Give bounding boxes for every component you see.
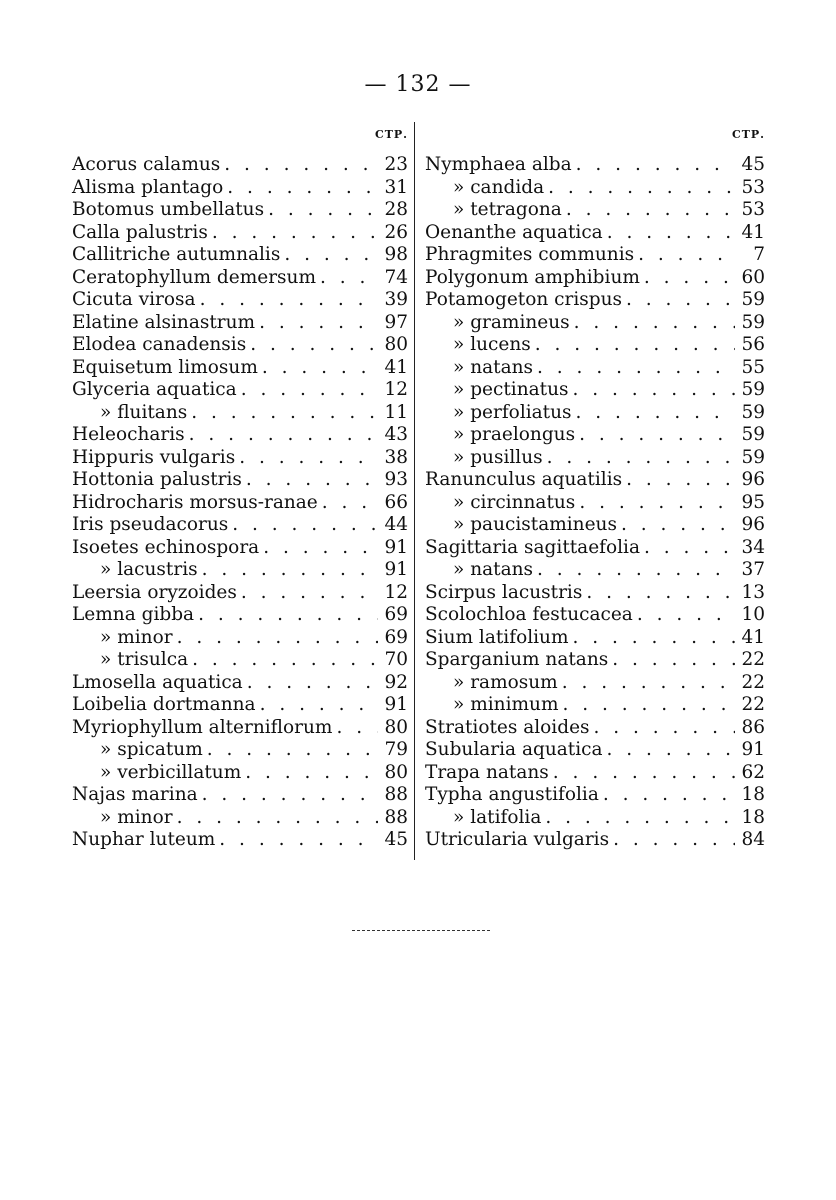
entry-page: 18 (741, 784, 765, 805)
entry-page: 38 (384, 446, 408, 468)
dot-leader (246, 469, 378, 492)
index-entry (425, 672, 765, 695)
entry-page: 56 (741, 334, 765, 355)
entry-name: Equisetum limosum (72, 356, 258, 378)
entry-name: Phragmites communis (425, 244, 635, 265)
entry-name: » verbicillatum (100, 761, 242, 783)
entry-name: » gramineus (453, 311, 570, 333)
entry-page: 59 (741, 311, 765, 333)
dot-leader (232, 514, 378, 537)
entry-name: Sagittaria sagittaefolia (425, 536, 641, 558)
index-entry (72, 402, 408, 425)
entry-page: 23 (384, 154, 408, 175)
dot-leader (259, 312, 378, 335)
entry-name: Leersia oryzoides (72, 581, 237, 603)
entry-name: » natans (453, 356, 534, 378)
dot-leader (607, 222, 735, 245)
entry-page: 44 (384, 514, 408, 535)
entry-page: 37 (741, 559, 765, 580)
column-header-left: СТР. (374, 128, 408, 141)
dot-leader (613, 829, 735, 852)
entry-name: Oenanthe aquatica (425, 221, 603, 243)
index-entry (72, 154, 408, 177)
dot-leader (224, 154, 378, 177)
entry-name: » praelongus (453, 424, 576, 445)
dot-leader (202, 559, 378, 582)
entry-page: 80 (384, 761, 408, 783)
entry-page: 70 (384, 649, 408, 670)
entry-page: 59 (741, 424, 765, 445)
entry-name: Sium latifolium (425, 626, 569, 648)
index-entry (425, 222, 765, 245)
entry-page: 88 (384, 806, 408, 828)
dot-leader (537, 559, 735, 582)
entry-name: » ramosum (453, 671, 558, 693)
entry-list-right (425, 154, 765, 852)
dot-leader (250, 334, 378, 357)
entry-name: Isoetes echinospora (72, 536, 260, 558)
entry-name: » latifolia (453, 806, 542, 828)
index-entry (72, 469, 408, 492)
index-entry (425, 492, 765, 515)
entry-page: 80 (384, 716, 408, 738)
index-entry (72, 222, 408, 245)
index-entry (425, 717, 765, 740)
dot-leader (247, 672, 378, 695)
index-entry (72, 784, 408, 807)
entry-page: 12 (384, 581, 408, 603)
entry-page: 41 (384, 356, 408, 378)
entry-page: 91 (384, 559, 408, 580)
entry-page: 28 (384, 199, 408, 220)
dot-leader (579, 424, 735, 447)
entry-name: » paucistamineus (453, 514, 617, 535)
index-entry (72, 177, 408, 200)
entry-page: 96 (741, 469, 765, 490)
index-entry (425, 177, 765, 200)
entry-name: Loibelia dortmanna (72, 694, 256, 715)
entry-page: 59 (741, 379, 765, 400)
index-entry (72, 627, 408, 650)
page-number: — 132 — (364, 72, 472, 97)
entry-name: » minor (100, 626, 173, 648)
dot-leader (574, 312, 735, 335)
index-entry (72, 537, 408, 560)
dot-leader (284, 244, 378, 267)
index-entry (425, 334, 765, 357)
dot-leader (644, 537, 735, 560)
entry-page: 91 (384, 694, 408, 715)
entry-name: Glyceria aquatica (72, 379, 237, 400)
dot-leader (241, 582, 378, 605)
index-entry (425, 829, 765, 852)
index-entry (72, 739, 408, 762)
entry-name: Myriophyllum alterniflorum (72, 716, 333, 738)
entry-list-left (72, 154, 408, 852)
entry-page: 69 (384, 626, 408, 648)
entry-name: » perfoliatus (453, 401, 572, 423)
index-entry (425, 244, 765, 267)
dot-leader (268, 199, 378, 222)
dot-leader (322, 492, 378, 515)
dot-leader (594, 717, 735, 740)
column-header-right: СТР. (731, 128, 765, 141)
index-entry (72, 357, 408, 380)
entry-name: » trisulca (100, 649, 189, 670)
index-entry (425, 267, 765, 290)
index-entry (425, 762, 765, 785)
entry-page: 91 (741, 739, 765, 760)
index-entry (425, 649, 765, 672)
index-entry (425, 199, 765, 222)
entry-name: » circinnatus (453, 491, 576, 513)
entry-name: » minimum (453, 694, 559, 715)
entry-name: Acorus calamus (72, 154, 221, 175)
entry-name: Hottonia palustris (72, 469, 242, 490)
dot-leader (219, 829, 378, 852)
entry-page: 41 (741, 626, 765, 648)
bottom-rule (352, 930, 490, 931)
entry-page: 91 (384, 536, 408, 558)
entry-name: Subularia aquatica (425, 739, 603, 760)
dot-leader (239, 447, 378, 470)
dot-leader (177, 807, 378, 830)
dot-leader (241, 379, 378, 402)
entry-page: 13 (741, 581, 765, 603)
entry-name: Callitriche autumnalis (72, 244, 281, 265)
entry-name: Lmosella aquatica (72, 671, 243, 693)
index-entry (72, 289, 408, 312)
index-entry (425, 424, 765, 447)
dot-leader (227, 177, 378, 200)
entry-page: 59 (741, 289, 765, 310)
dot-leader (191, 402, 378, 425)
entry-name: Utricularia vulgaris (425, 829, 610, 850)
entry-name: » lacustris (100, 559, 198, 580)
dot-leader (189, 424, 378, 447)
index-entry (72, 672, 408, 695)
index-entry (425, 807, 765, 830)
index-entry (72, 649, 408, 672)
dot-leader (547, 447, 735, 470)
entry-page: 41 (741, 221, 765, 243)
entry-page: 22 (741, 649, 765, 670)
entry-name: Heleocharis (72, 424, 185, 445)
entry-name: Cicuta virosa (72, 289, 196, 310)
entry-name: Lemna gibba (72, 604, 195, 625)
entry-page: 10 (741, 604, 765, 625)
entry-page: 53 (741, 176, 765, 198)
entry-name: Scirpus lacustris (425, 581, 583, 603)
entry-name: Polygonum amphibium (425, 266, 640, 288)
entry-page: 11 (384, 401, 408, 423)
entry-name: Alisma plantago (72, 176, 224, 198)
index-entry (72, 379, 408, 402)
dot-leader (576, 154, 735, 177)
entry-name: » pusillus (453, 446, 543, 468)
entry-name: » pectinatus (453, 379, 569, 400)
dot-leader (607, 739, 735, 762)
entry-name: Botomus umbellatus (72, 199, 265, 220)
index-entry (425, 559, 765, 582)
entry-page: 55 (741, 356, 765, 378)
dot-leader (621, 514, 735, 537)
index-entry (72, 604, 408, 627)
entry-name: Scolochloa festucacea (425, 604, 633, 625)
dot-leader (192, 649, 378, 672)
entry-name: » spicatum (100, 739, 203, 760)
dot-leader (263, 537, 378, 560)
dot-leader (262, 357, 378, 380)
entry-page: 31 (384, 176, 408, 198)
entry-name: » tetragona (453, 199, 562, 220)
index-entry (72, 244, 408, 267)
index-entry (72, 447, 408, 470)
entry-page: 96 (741, 514, 765, 535)
entry-name: » minor (100, 806, 173, 828)
dot-leader (200, 289, 378, 312)
dot-leader (336, 717, 378, 740)
entry-page: 12 (384, 379, 408, 400)
index-entry (425, 582, 765, 605)
entry-name: Ranunculus aquatilis (425, 469, 623, 490)
entry-name: Calla palustris (72, 221, 208, 243)
column-divider (414, 122, 415, 860)
entry-name: » lucens (453, 334, 531, 355)
dot-leader (553, 762, 735, 785)
dot-leader (563, 694, 736, 717)
entry-name: Elodea canadensis (72, 334, 247, 355)
index-entry (425, 289, 765, 312)
entry-name: » fluitans (100, 401, 188, 423)
entry-page: 45 (741, 154, 765, 175)
index-entry (72, 717, 408, 740)
index-column-left (72, 128, 408, 852)
index-entry (425, 357, 765, 380)
index-entry (425, 379, 765, 402)
entry-name: Elatine alsinastrum (72, 311, 256, 333)
index-entry (425, 627, 765, 650)
entry-page: 59 (741, 401, 765, 423)
index-entry (425, 514, 765, 537)
index-entry (72, 267, 408, 290)
index-entry (72, 807, 408, 830)
dot-leader (320, 267, 378, 290)
entry-page: 74 (384, 266, 408, 288)
entry-page: 45 (384, 829, 408, 850)
entry-page: 43 (384, 424, 408, 445)
entry-page: 18 (741, 806, 765, 828)
entry-page: 79 (384, 739, 408, 760)
index-entry (72, 762, 408, 785)
entry-page: 66 (384, 491, 408, 513)
index-entry (72, 424, 408, 447)
index-entry (72, 334, 408, 357)
index-entry (72, 694, 408, 717)
dot-leader (637, 604, 735, 627)
dot-leader (177, 627, 378, 650)
dot-leader (586, 582, 735, 605)
dot-leader (644, 267, 735, 290)
entry-name: Hippuris vulgaris (72, 446, 236, 468)
entry-name: Najas marina (72, 784, 198, 805)
entry-page: 98 (384, 244, 408, 265)
entry-name: Stratiotes aloides (425, 716, 590, 738)
dot-leader (198, 604, 378, 627)
entry-name: Hidrocharis morsus-ranae (72, 491, 318, 513)
dot-leader (202, 784, 378, 807)
dot-leader (576, 402, 735, 425)
entry-name: Sparganium natans (425, 649, 609, 670)
index-entry (72, 492, 408, 515)
entry-page: 62 (741, 761, 765, 783)
entry-page: 59 (741, 446, 765, 468)
dot-leader (579, 492, 735, 515)
index-entry (425, 154, 765, 177)
entry-name: Trapa natans (425, 761, 549, 783)
entry-name: Ceratophyllum demersum (72, 266, 317, 288)
entry-page: 53 (741, 199, 765, 220)
entry-page: 39 (384, 289, 408, 310)
index-entry (425, 537, 765, 560)
entry-page: 86 (741, 716, 765, 738)
entry-page: 95 (741, 491, 765, 513)
index-column-right (425, 128, 765, 852)
index-entry (425, 604, 765, 627)
dot-leader (612, 649, 735, 672)
entry-name: Nuphar luteum (72, 829, 216, 850)
index-entry (425, 402, 765, 425)
dot-leader (260, 694, 378, 717)
dot-leader (245, 762, 378, 785)
index-entry (72, 829, 408, 852)
dot-leader (207, 739, 378, 762)
dot-leader (562, 672, 735, 695)
index-entry (425, 784, 765, 807)
entry-page: 22 (741, 694, 765, 715)
index-entry (72, 582, 408, 605)
dot-leader (626, 469, 735, 492)
entry-name: » natans (453, 559, 534, 580)
entry-page: 26 (384, 221, 408, 243)
dot-leader (603, 784, 735, 807)
index-entry (72, 199, 408, 222)
entry-name: Nymphaea alba (425, 154, 572, 175)
entry-page: 88 (384, 784, 408, 805)
entry-name: Potamogeton crispus (425, 289, 623, 310)
entry-page: 69 (384, 604, 408, 625)
entry-name: » candida (453, 176, 545, 198)
entry-page: 34 (741, 536, 765, 558)
dot-leader (537, 357, 735, 380)
dot-leader (212, 222, 378, 245)
entry-page: 84 (741, 829, 765, 850)
entry-page: 60 (741, 266, 765, 288)
dot-leader (626, 289, 735, 312)
dot-leader (638, 244, 735, 267)
index-entry (425, 469, 765, 492)
dot-leader (573, 379, 736, 402)
index-entry (72, 312, 408, 335)
entry-page: 22 (741, 671, 765, 693)
entry-name: Typha angustifolia (425, 784, 599, 805)
index-entry (425, 447, 765, 470)
index-entry (425, 739, 765, 762)
dot-leader (573, 627, 735, 650)
index-entry (72, 559, 408, 582)
entry-page: 97 (384, 311, 408, 333)
entry-page: 7 (753, 244, 765, 265)
entry-page: 93 (384, 469, 408, 490)
entry-page: 92 (384, 671, 408, 693)
index-entry (425, 694, 765, 717)
index-entry (425, 312, 765, 335)
dot-leader (566, 199, 735, 222)
dot-leader (545, 807, 735, 830)
entry-name: Iris pseudacorus (72, 514, 229, 535)
dot-leader (535, 334, 735, 357)
index-entry (72, 514, 408, 537)
dot-leader (548, 177, 735, 200)
entry-page: 80 (384, 334, 408, 355)
